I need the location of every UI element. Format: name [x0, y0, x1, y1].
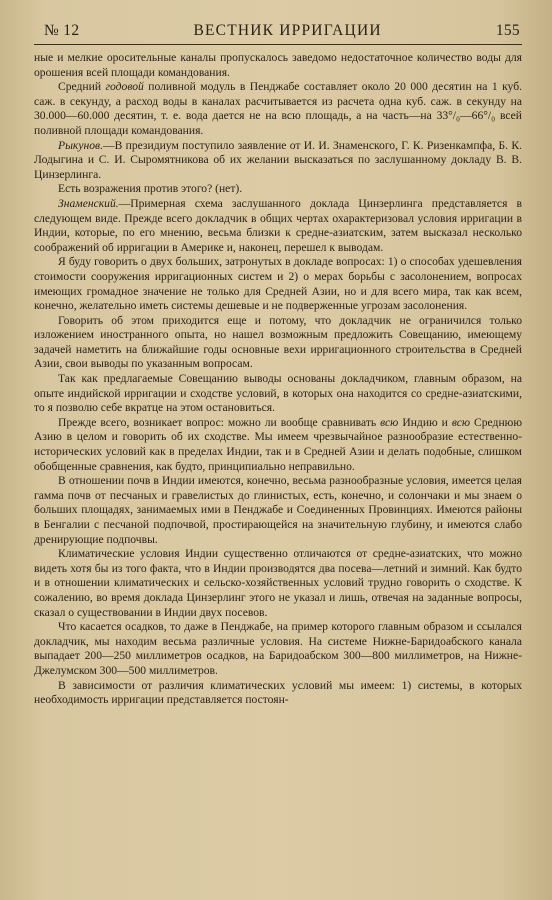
paragraph-text: Среднюю Азию в целом и говорить об их сходстве. Мы имеем чрезвычайное разнообразие естественно-исторических условий как в пределах Индии, так и в Средней Азии и делать подобные, слишком обобщенные сравнения, как будто, принципиально неправильно.: [34, 415, 522, 473]
paragraph-text: ные и мелкие оросительные каналы пропускалось заведомо недостаточное количество воды для орошения всей площади командования.: [34, 51, 522, 79]
header-rule: [34, 44, 522, 45]
paragraph: [34, 474, 522, 547]
paragraph: [34, 620, 522, 678]
paragraph: [34, 372, 522, 416]
paragraph: [34, 547, 522, 620]
journal-title: ВЕСТНИК ИРРИГАЦИИ: [193, 22, 382, 39]
paragraph-text: —В президиум поступило заявление от И. И. Знаменского, Г. К. Ризенкампфа, Б. К. Лодыгина и С. И. Сыромятникова об их желании высказаться по заслушанному докладу В. В. Цинзерлинга.: [34, 138, 522, 181]
paragraph-text: Индию и: [398, 415, 452, 429]
paragraph-text: Что касается осадков, то даже в Пенджабе, на пример которого главным образом и ссылался докладчик, мы находим весьма различные условия. На системе Нижне-Баридоабского канала выпадает 200—250 миллиметров осадков, на Баридоабском 300—800 миллиметров, на Нижне-Джелумском 300—500 миллиметров.: [34, 620, 522, 677]
paragraph-text: Так как предлагаемые Совещанию выводы основаны докладчиком, главным образом, на опыте индийской ирригации и сходстве условий, в которых она находится со средне-азиатскими, то я позволю себе вкратце на этом остановиться.: [34, 372, 522, 415]
paragraph-text: В отношении почв в Индии имеются, конечно, весьма разнообразные условия, имеется целая гамма почв от песчаных и гравелистых до глинистых, есть, конечно, и солончаки и мы знаем о больших площадях, занимаемых ими в Пенджабе и Соединенных Провинциях. Имеются районы в Бенгалии с песчаной подпочвой, простирающейся на значительную глубину, и имеются слабо дренирующие подпочвы.: [34, 474, 522, 546]
paragraph-text: Говорить об этом приходится еще и потому, что докладчик не ограничился только изложением иностранного опыта, но нашел возможным предложить Совещанию, имеющему задачей наметить на ближайшие годы основные вехи ирригационного строительства в Средней Азии, свои выводы по указанным вопросам.: [34, 313, 522, 371]
paragraph: [34, 80, 522, 138]
article-body: [34, 51, 522, 708]
paragraph-text: поливной модуль в Пенджабе составляет около 20 000 десятин на 1 куб. саж. в секунду, а расход воды в каналах расчитывается из расчета одна куб. саж. в секунду на 30.000—60.000 десятин, т. е. вода дается не на всю площадь, а на часть—на 33°/₀—66°/₀ всей поливной площади командования.: [34, 80, 523, 137]
emphasis-text: Знаменский.: [58, 196, 119, 210]
paragraph-text: Климатические условия Индии существенно отличаются от средне-азиатских, что можно видеть хотя бы из того факта, что в Индии производятся два посева—летний и зимний. Как будто и в отношении климатических и сельско-хозяйственных условий трудно говорить о сходстве. К сожалению, во время доклада Цинзерлинг этого не указал и лишь, отвечая на заданные вопросы, сказал о существовании в Индии двух посевов.: [34, 547, 522, 619]
paragraph-text: Есть возражения против этого? (нет).: [58, 182, 243, 196]
paragraph-text: —Примерная схема заслушанного доклада Цинзерлинга представляется в следующем виде. Прежде всего докладчик в общих чертах охарактеризовал условия ирригации в Индии, которые, по его мнению, весьма близки к средне-азиатским, затем высказал несколько соображений об ирригации в Америке и, наконец, перешел к выводам.: [34, 196, 522, 254]
paragraph-text: Я буду говорить о двух больших, затронутых в докладе вопросах: 1) о способах удешевления стоимости сооружения ирригационных систем и 2) о мерах борьбы с засолонением, вопросах имеющих громадное значение не только для Средней Азии, но и для всего мира, так как всем, конечно, желательно иметь системы дешевые и не подверженные угрозам засолонения.: [34, 255, 522, 313]
paragraph: [34, 182, 522, 197]
paragraph-text: В зависимости от различия климатических условий мы имеем: 1) системы, в которых необходимость ирригации представляется постоян-: [34, 678, 522, 707]
paragraph: [34, 139, 522, 183]
paragraph: [34, 255, 522, 313]
paragraph: [34, 314, 522, 372]
issue-number: № 12: [44, 22, 80, 39]
paragraph: [34, 51, 522, 80]
running-header: [34, 22, 522, 44]
page-number: 155: [495, 22, 520, 39]
emphasis-text: всю: [380, 415, 399, 429]
emphasis-text: всю: [451, 415, 471, 429]
paragraph-text: Прежде всего, возникает вопрос: можно ли вообще сравнивать: [58, 415, 381, 429]
emphasis-text: Рыкунов.: [58, 138, 103, 152]
paragraph-text: Средний: [58, 80, 106, 94]
paragraph: [34, 679, 522, 708]
emphasis-text: годовой: [105, 80, 144, 94]
paragraph: [34, 416, 522, 474]
paragraph: [34, 197, 522, 255]
